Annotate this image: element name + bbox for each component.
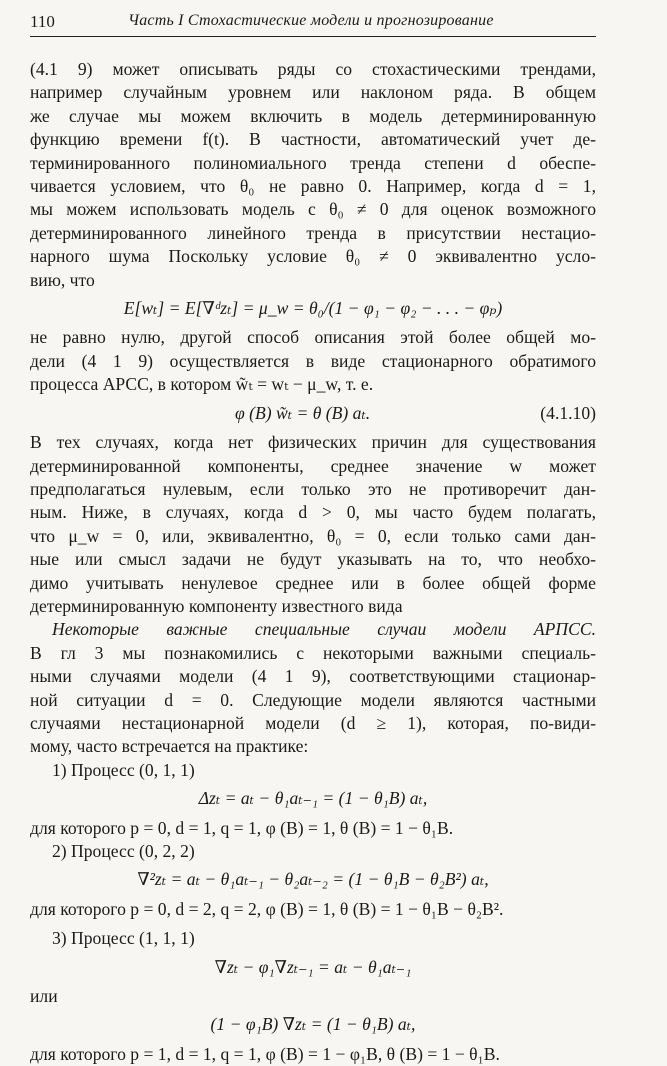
text-line: терминированного полиномиального тренда степени d обеспе-: [30, 152, 596, 173]
equation: E[wₜ] = E[∇ᵈzₜ] = μ_w = θ₀/(1 − φ₁ − φ₂ − . . . − φₚ): [123, 298, 503, 319]
equation: ∇²zₜ = aₜ − θ₁aₜ₋₁ − θ₂aₜ₋₂ = (1 − θ₁B − θ₂B²) aₜ,: [137, 869, 489, 890]
text-line: ные или смысл задачи не будут указывать на то, что необхо-: [30, 549, 596, 570]
text-line: или: [30, 986, 58, 1007]
text-line: вию, что: [30, 269, 95, 290]
text-line: случаями нестационарной модели (d ≥ 1), которая, по-види-: [30, 712, 596, 733]
process-item-heading: 2) Процесс (0, 2, 2): [52, 841, 195, 861]
text-line: процесса АРСС, в котором w̃ₜ = wₜ − μ_w, т. е.: [30, 374, 374, 395]
section-heading: Некоторые важные специальные случаи модели АРПСС.: [52, 619, 596, 640]
text-line: детерминированную компоненту известного вида: [30, 595, 403, 616]
text-line: для которого p = 0, d = 1, q = 1, φ (B) = 1, θ (B) = 1 − θ₁B.: [30, 817, 454, 838]
text-line: детерминированной компоненты, среднее значение w может: [30, 455, 596, 476]
equation: φ (B) w̃ₜ = θ (B) aₜ.: [235, 402, 371, 423]
text-line: димо учитывать ненулевое среднее или в более общей форме: [30, 572, 596, 593]
page-number: 110: [30, 12, 55, 31]
text-line: дели (4 1 9) осуществляется в виде стационарного обратимого: [30, 350, 596, 371]
text-line: для которого p = 1, d = 1, q = 1, φ (B) = 1 − φ₁B, θ (B) = 1 − θ₁B.: [30, 1043, 500, 1064]
equation: Δzₜ = aₜ − θ₁aₜ₋₁ = (1 − θ₁B) aₜ,: [198, 788, 428, 809]
text-line: предполагаться нулевым, если только это не противоречит дан-: [30, 478, 596, 499]
text-line: что μ_w = 0, или, эквивалентно, θ₀ = 0, если только сами дан-: [30, 525, 596, 546]
text-line: мому, часто встречается на практике:: [30, 736, 309, 757]
text-line: (4.1 9) может описывать ряды со стохастическими трендами,: [30, 59, 596, 79]
text-line: например случайным уровнем или наклоном ряда. В общем: [30, 82, 596, 103]
text-line: мы можем использовать модель с θ₀ ≠ 0 для оценок возможного: [30, 199, 596, 220]
text-line: В тех случаях, когда нет физических причин для существования: [30, 432, 596, 453]
page-header: [30, 10, 596, 37]
text-line: нарного шума Поскольку условие θ₀ ≠ 0 эквивалентно усло-: [30, 246, 596, 267]
text-line: детерминированного линейного тренда в присутствии нестацио-: [30, 222, 596, 243]
equation: (1 − φ₁B) ∇zₜ = (1 − θ₁B) aₜ,: [210, 1014, 416, 1035]
numbered-equation: [30, 402, 596, 425]
text-line: ными случаями модели (4 1 9), соответствующими стационар-: [30, 666, 596, 687]
equation-number: (4.1.10): [540, 402, 596, 423]
page-body: [30, 58, 596, 1066]
text-line: же случае мы можем включить в модель детерминированную: [30, 105, 596, 126]
text-line: для которого p = 0, d = 2, q = 2, φ (B) = 1, θ (B) = 1 − θ₁B − θ₂B².: [30, 898, 504, 919]
text-line: ным. Ниже, в случаях, когда d > 0, мы часто будем полагать,: [30, 502, 596, 523]
text-line: функцию времени f(t). В частности, автоматический учет де-: [30, 129, 596, 150]
text-line: не равно нулю, другой способ описания этой более общей мо-: [30, 327, 596, 348]
running-title: Часть I Стохастические модели и прогнозирование: [128, 12, 494, 29]
text-line: В гл 3 мы познакомились с некоторыми важными специаль-: [30, 642, 596, 663]
equation: ∇zₜ − φ₁∇zₜ₋₁ = aₜ − θ₁aₜ₋₁: [214, 956, 412, 977]
text-line: чивается условием, что θ₀ не равно 0. Например, когда d = 1,: [30, 176, 596, 197]
text-line: ной ситуации d = 0. Следующие модели являются частными: [30, 689, 596, 710]
process-item-heading: 3) Процесс (1, 1, 1): [52, 928, 195, 949]
process-item-heading: 1) Процесс (0, 1, 1): [52, 759, 195, 780]
